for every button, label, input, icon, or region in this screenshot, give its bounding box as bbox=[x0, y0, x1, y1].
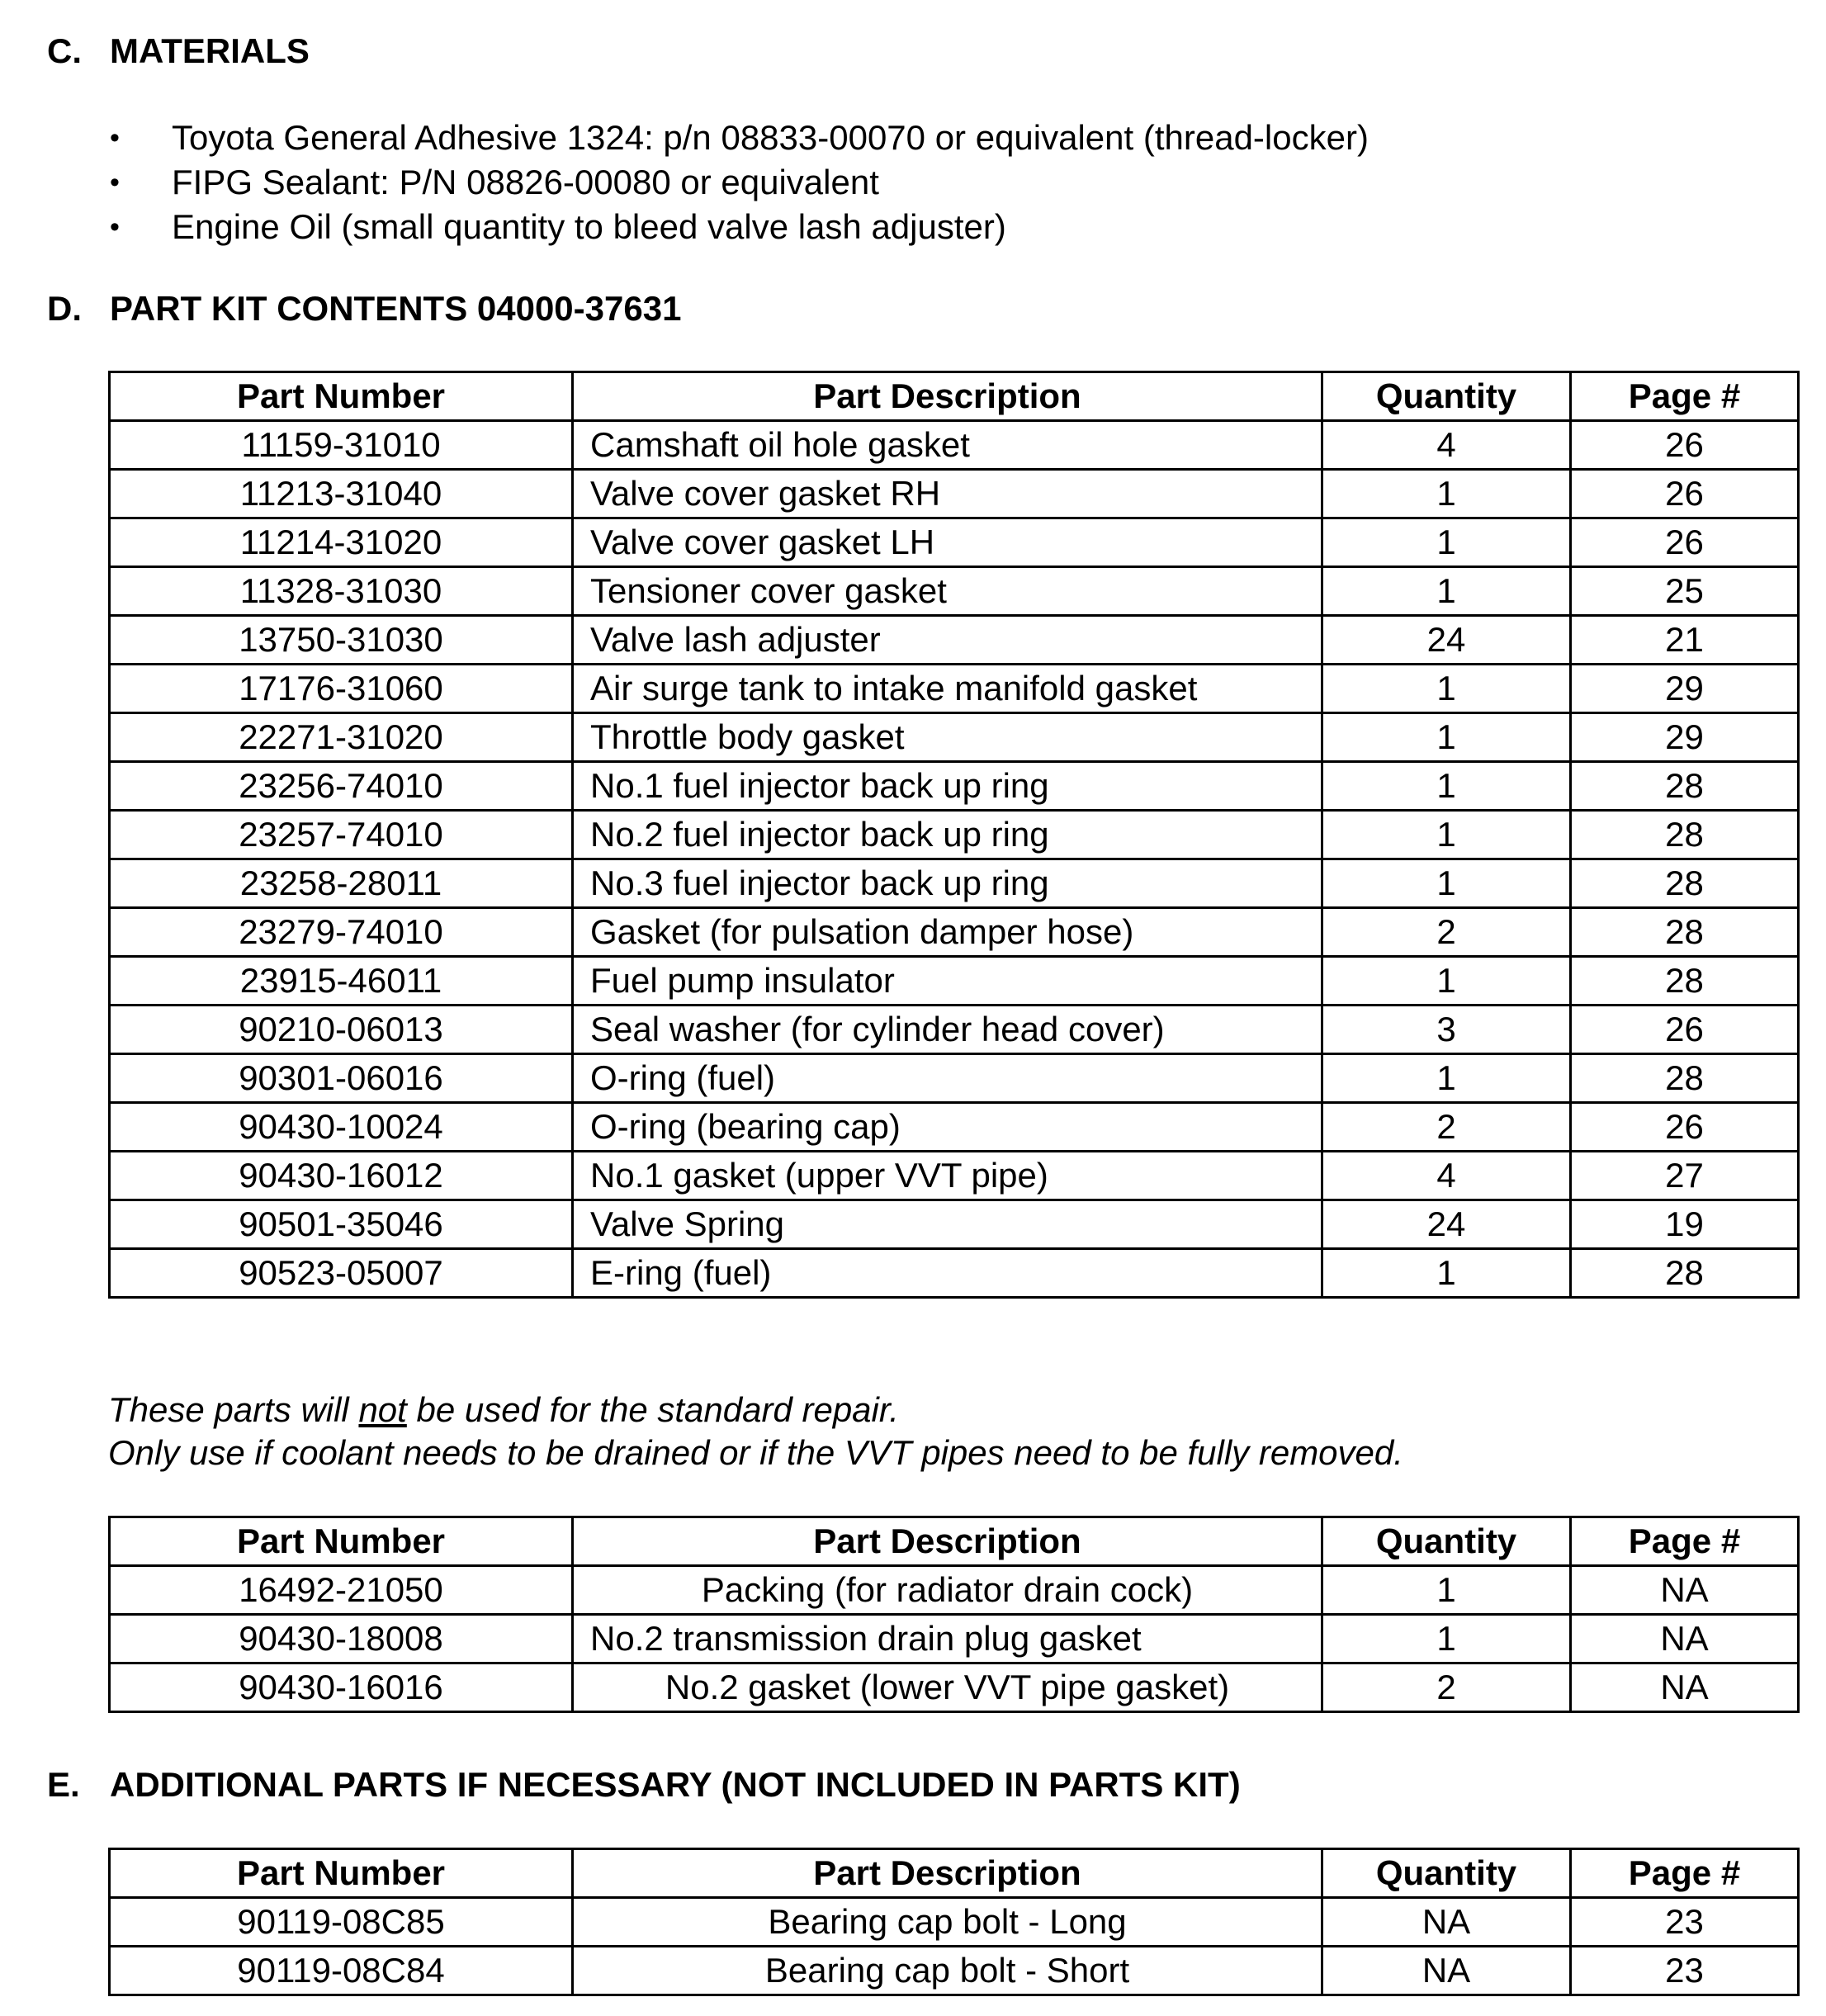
quantity-cell: 1 bbox=[1322, 811, 1571, 859]
table-row bbox=[110, 1615, 1799, 1663]
header-part-description: Part Description bbox=[573, 372, 1322, 421]
quantity-cell: 4 bbox=[1322, 1152, 1571, 1200]
page-cell: 28 bbox=[1571, 908, 1799, 957]
quantity-cell: 2 bbox=[1322, 908, 1571, 957]
part-number-cell: 23257-74010 bbox=[110, 811, 573, 859]
additional-parts-table bbox=[108, 1848, 1800, 1996]
header-quantity: Quantity bbox=[1322, 1517, 1571, 1566]
part-description-cell: O-ring (fuel) bbox=[573, 1054, 1322, 1103]
page-cell: 28 bbox=[1571, 811, 1799, 859]
section-title: ADDITIONAL PARTS IF NECESSARY (NOT INCLUDED IN PARTS KIT) bbox=[110, 1765, 1241, 1804]
table-row bbox=[110, 1663, 1799, 1712]
page-cell: 29 bbox=[1571, 713, 1799, 762]
table-row bbox=[110, 811, 1799, 859]
note-text-part: These parts will bbox=[108, 1390, 359, 1429]
part-number-cell: 90301-06016 bbox=[110, 1054, 573, 1103]
part-number-cell: 90430-10024 bbox=[110, 1103, 573, 1152]
quantity-cell: 1 bbox=[1322, 518, 1571, 567]
part-number-cell: 90119-08C84 bbox=[110, 1947, 573, 1995]
part-description-cell: Bearing cap bolt - Long bbox=[573, 1898, 1322, 1947]
part-number-cell: 22271-31020 bbox=[110, 713, 573, 762]
part-number-cell: 23279-74010 bbox=[110, 908, 573, 957]
quantity-cell: 24 bbox=[1322, 616, 1571, 665]
page-cell: 23 bbox=[1571, 1898, 1799, 1947]
page-cell: 27 bbox=[1571, 1152, 1799, 1200]
part-number-cell: 23256-74010 bbox=[110, 762, 573, 811]
page-cell: NA bbox=[1571, 1566, 1799, 1615]
header-part-description: Part Description bbox=[573, 1849, 1322, 1898]
table-row bbox=[110, 1103, 1799, 1152]
part-number-cell: 11159-31010 bbox=[110, 421, 573, 470]
part-description-cell: No.2 transmission drain plug gasket bbox=[573, 1615, 1322, 1663]
note-text-part: be used for the standard repair. bbox=[406, 1390, 899, 1429]
part-description-cell: Tensioner cover gasket bbox=[573, 567, 1322, 616]
quantity-cell: 4 bbox=[1322, 421, 1571, 470]
quantity-cell: 1 bbox=[1322, 1054, 1571, 1103]
part-number-cell: 17176-31060 bbox=[110, 665, 573, 713]
header-part-number: Part Number bbox=[110, 372, 573, 421]
bullet-icon: • bbox=[110, 167, 120, 198]
bullet-icon: • bbox=[110, 122, 120, 154]
material-text: FIPG Sealant: P/N 08826-00080 or equivalent bbox=[172, 163, 879, 201]
page-cell: 26 bbox=[1571, 421, 1799, 470]
quantity-cell: 3 bbox=[1322, 1006, 1571, 1054]
table-row bbox=[110, 518, 1799, 567]
table-row bbox=[110, 908, 1799, 957]
part-description-cell: Valve Spring bbox=[573, 1200, 1322, 1249]
part-description-cell: Packing (for radiator drain cock) bbox=[573, 1566, 1322, 1615]
page-cell: 23 bbox=[1571, 1947, 1799, 1995]
quantity-cell: 1 bbox=[1322, 713, 1571, 762]
part-description-cell: Valve cover gasket RH bbox=[573, 470, 1322, 518]
part-description-cell: O-ring (bearing cap) bbox=[573, 1103, 1322, 1152]
note-line-1 bbox=[108, 1389, 1403, 1432]
page-cell: 26 bbox=[1571, 470, 1799, 518]
header-part-number: Part Number bbox=[110, 1849, 573, 1898]
part-number-cell: 13750-31030 bbox=[110, 616, 573, 665]
table-row bbox=[110, 1566, 1799, 1615]
part-description-cell: No.1 fuel injector back up ring bbox=[573, 762, 1322, 811]
material-text: Engine Oil (small quantity to bleed valve lash adjuster) bbox=[172, 207, 1006, 246]
table-row bbox=[110, 1249, 1799, 1298]
quantity-cell: 1 bbox=[1322, 957, 1571, 1006]
table-row bbox=[110, 859, 1799, 908]
section-c-heading bbox=[47, 31, 310, 72]
part-description-cell: Bearing cap bolt - Short bbox=[573, 1947, 1322, 1995]
header-part-number: Part Number bbox=[110, 1517, 573, 1566]
quantity-cell: 1 bbox=[1322, 665, 1571, 713]
part-number-cell: 90210-06013 bbox=[110, 1006, 573, 1054]
part-description-cell: No.3 fuel injector back up ring bbox=[573, 859, 1322, 908]
section-e-heading bbox=[47, 1764, 1241, 1805]
quantity-cell: 2 bbox=[1322, 1663, 1571, 1712]
kit-contents-table bbox=[108, 371, 1800, 1299]
section-title: MATERIALS bbox=[110, 31, 310, 70]
part-number-cell: 90430-18008 bbox=[110, 1615, 573, 1663]
page-cell: 19 bbox=[1571, 1200, 1799, 1249]
table-row bbox=[110, 1054, 1799, 1103]
page-cell: 28 bbox=[1571, 1054, 1799, 1103]
part-number-cell: 90430-16016 bbox=[110, 1663, 573, 1712]
material-text: Toyota General Adhesive 1324: p/n 08833-00070 or equivalent (thread-locker) bbox=[172, 118, 1369, 157]
part-description-cell: No.1 gasket (upper VVT pipe) bbox=[573, 1152, 1322, 1200]
page-cell: NA bbox=[1571, 1615, 1799, 1663]
table-row bbox=[110, 665, 1799, 713]
quantity-cell: 1 bbox=[1322, 470, 1571, 518]
part-description-cell: Valve cover gasket LH bbox=[573, 518, 1322, 567]
section-letter: E. bbox=[47, 1765, 80, 1804]
page-cell: 28 bbox=[1571, 859, 1799, 908]
part-number-cell: 11213-31040 bbox=[110, 470, 573, 518]
header-page: Page # bbox=[1571, 1849, 1799, 1898]
part-description-cell: Air surge tank to intake manifold gasket bbox=[573, 665, 1322, 713]
note-text bbox=[108, 1389, 1403, 1474]
quantity-cell: 1 bbox=[1322, 762, 1571, 811]
page-cell: 26 bbox=[1571, 1006, 1799, 1054]
header-part-description: Part Description bbox=[573, 1517, 1322, 1566]
table-row bbox=[110, 1006, 1799, 1054]
table-row bbox=[110, 470, 1799, 518]
part-number-cell: 11328-31030 bbox=[110, 567, 573, 616]
page-cell: 25 bbox=[1571, 567, 1799, 616]
part-number-cell: 23915-46011 bbox=[110, 957, 573, 1006]
part-description-cell: Seal washer (for cylinder head cover) bbox=[573, 1006, 1322, 1054]
part-description-cell: No.2 gasket (lower VVT pipe gasket) bbox=[573, 1663, 1322, 1712]
table-row bbox=[110, 1898, 1799, 1947]
table-row bbox=[110, 1200, 1799, 1249]
quantity-cell: NA bbox=[1322, 1898, 1571, 1947]
page-cell: 21 bbox=[1571, 616, 1799, 665]
section-letter: D. bbox=[47, 289, 82, 328]
page-cell: 28 bbox=[1571, 1249, 1799, 1298]
part-description-cell: Camshaft oil hole gasket bbox=[573, 421, 1322, 470]
header-page: Page # bbox=[1571, 372, 1799, 421]
page-cell: 28 bbox=[1571, 957, 1799, 1006]
table-row bbox=[110, 421, 1799, 470]
page-cell: 26 bbox=[1571, 518, 1799, 567]
part-number-cell: 90430-16012 bbox=[110, 1152, 573, 1200]
part-number-cell: 16492-21050 bbox=[110, 1566, 573, 1615]
table-header-row bbox=[110, 1849, 1799, 1898]
quantity-cell: 1 bbox=[1322, 1566, 1571, 1615]
table-row bbox=[110, 957, 1799, 1006]
quantity-cell: 2 bbox=[1322, 1103, 1571, 1152]
table-row bbox=[110, 762, 1799, 811]
part-number-cell: 23258-28011 bbox=[110, 859, 573, 908]
part-number-cell: 90501-35046 bbox=[110, 1200, 573, 1249]
table-header-row bbox=[110, 1517, 1799, 1566]
table-row bbox=[110, 713, 1799, 762]
page-cell: 29 bbox=[1571, 665, 1799, 713]
note-underlined-word: not bbox=[358, 1390, 407, 1429]
part-description-cell: Fuel pump insulator bbox=[573, 957, 1322, 1006]
page-cell: 28 bbox=[1571, 762, 1799, 811]
section-d-heading bbox=[47, 288, 681, 329]
part-description-cell: Throttle body gasket bbox=[573, 713, 1322, 762]
quantity-cell: 1 bbox=[1322, 859, 1571, 908]
table-row bbox=[110, 1947, 1799, 1995]
quantity-cell: 1 bbox=[1322, 1249, 1571, 1298]
part-description-cell: Gasket (for pulsation damper hose) bbox=[573, 908, 1322, 957]
part-description-cell: Valve lash adjuster bbox=[573, 616, 1322, 665]
page-cell: NA bbox=[1571, 1663, 1799, 1712]
quantity-cell: 1 bbox=[1322, 567, 1571, 616]
table-header-row bbox=[110, 372, 1799, 421]
header-quantity: Quantity bbox=[1322, 1849, 1571, 1898]
table-row bbox=[110, 616, 1799, 665]
section-title: PART KIT CONTENTS 04000-37631 bbox=[110, 289, 682, 328]
section-letter: C. bbox=[47, 31, 82, 70]
quantity-cell: 1 bbox=[1322, 1615, 1571, 1663]
bullet-icon: • bbox=[110, 211, 120, 243]
header-quantity: Quantity bbox=[1322, 372, 1571, 421]
header-page: Page # bbox=[1571, 1517, 1799, 1566]
part-description-cell: E-ring (fuel) bbox=[573, 1249, 1322, 1298]
part-number-cell: 90523-05007 bbox=[110, 1249, 573, 1298]
optional-parts-table bbox=[108, 1516, 1800, 1713]
table-row bbox=[110, 567, 1799, 616]
page-cell: 26 bbox=[1571, 1103, 1799, 1152]
note-line-2: Only use if coolant needs to be drained or if the VVT pipes need to be fully removed. bbox=[108, 1433, 1403, 1472]
quantity-cell: NA bbox=[1322, 1947, 1571, 1995]
part-number-cell: 11214-31020 bbox=[110, 518, 573, 567]
part-description-cell: No.2 fuel injector back up ring bbox=[573, 811, 1322, 859]
table-row bbox=[110, 1152, 1799, 1200]
quantity-cell: 24 bbox=[1322, 1200, 1571, 1249]
part-number-cell: 90119-08C85 bbox=[110, 1898, 573, 1947]
